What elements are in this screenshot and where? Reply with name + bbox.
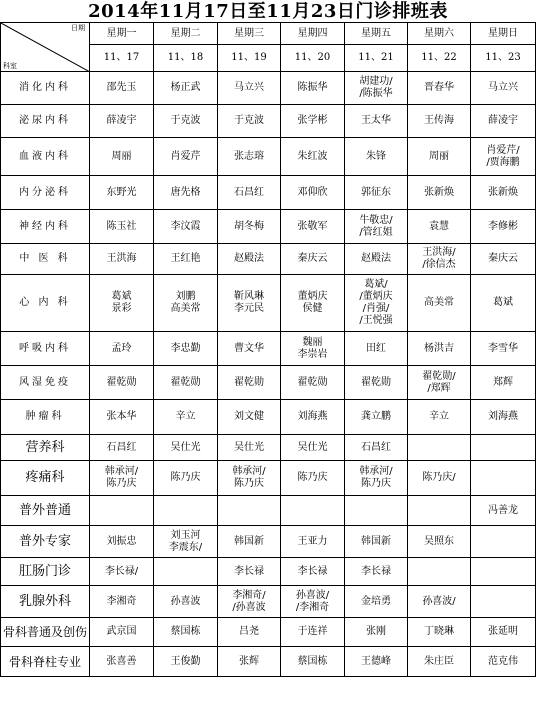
department-name: 风湿免疫 <box>1 366 90 400</box>
department-name: 泌尿内科 <box>1 105 90 138</box>
doctor-cell: 李长禄/ <box>90 558 154 586</box>
corner-dept-label: 科室 <box>3 62 17 70</box>
doctor-cell: 陈乃庆 <box>281 461 345 496</box>
table-row <box>1 586 536 618</box>
table-row <box>1 138 536 176</box>
table-row <box>1 435 536 461</box>
doctor-cell: 邓仰欣 <box>281 176 345 210</box>
doctor-cell: 金培勇 <box>345 586 408 618</box>
doctor-cell: 吴仕光 <box>281 435 345 461</box>
date-header: 11、23 <box>471 45 536 72</box>
doctor-cell: 田红 <box>345 332 408 366</box>
doctor-cell: 李雪华 <box>471 332 536 366</box>
department-name: 肿瘤科 <box>1 400 90 435</box>
doctor-cell: 李忠勤 <box>154 332 218 366</box>
doctor-cell: 石昌红 <box>218 176 281 210</box>
doctor-cell: 高美常 <box>408 275 471 332</box>
doctor-cell: 肖爱芹/ /贾海鹏 <box>471 138 536 176</box>
table-row <box>1 332 536 366</box>
doctor-cell <box>408 435 471 461</box>
doctor-cell: 杨正武 <box>154 72 218 105</box>
doctor-cell: 陈乃庆 <box>154 461 218 496</box>
table-row <box>1 72 536 105</box>
doctor-cell: 周丽 <box>90 138 154 176</box>
department-name: 神经内科 <box>1 210 90 244</box>
doctor-cell <box>154 496 218 526</box>
doctor-cell: 杨洪吉 <box>408 332 471 366</box>
doctor-cell: 于克波 <box>154 105 218 138</box>
doctor-cell: 张新焕 <box>408 176 471 210</box>
department-name: 血液内科 <box>1 138 90 176</box>
date-header: 11、17 <box>90 45 154 72</box>
doctor-cell: 李修彬 <box>471 210 536 244</box>
doctor-cell: 翟乾勋/ /郑辉 <box>408 366 471 400</box>
doctor-cell <box>408 496 471 526</box>
doctor-cell: 葛斌 <box>471 275 536 332</box>
doctor-cell: 张志瑢 <box>218 138 281 176</box>
doctor-cell: 刘文健 <box>218 400 281 435</box>
doctor-cell: 李长禄 <box>281 558 345 586</box>
doctor-cell: 翟乾勋 <box>345 366 408 400</box>
doctor-cell: 李汶霞 <box>154 210 218 244</box>
doctor-cell: 孙喜波/ /李湘奇 <box>281 586 345 618</box>
doctor-cell: 吕尧 <box>218 618 281 647</box>
doctor-cell: 张刚 <box>345 618 408 647</box>
doctor-cell: 翟乾勋 <box>218 366 281 400</box>
doctor-cell: 翟乾勋 <box>90 366 154 400</box>
table-row <box>1 366 536 400</box>
doctor-cell: 张敬军 <box>281 210 345 244</box>
day-header: 星期五 <box>345 23 408 45</box>
doctor-cell: 东野光 <box>90 176 154 210</box>
header-row-days <box>1 23 536 45</box>
doctor-cell: 吴仕光 <box>218 435 281 461</box>
doctor-cell: 王洪海/ /徐信杰 <box>408 244 471 275</box>
doctor-cell: 李湘奇/ /孙喜波 <box>218 586 281 618</box>
doctor-cell: 秦庆云 <box>471 244 536 275</box>
table-row <box>1 496 536 526</box>
doctor-cell: 孟玲 <box>90 332 154 366</box>
doctor-cell: 辛立 <box>408 400 471 435</box>
table-row <box>1 618 536 647</box>
doctor-cell <box>90 496 154 526</box>
department-name: 消化内科 <box>1 72 90 105</box>
department-name: 营养科 <box>1 435 90 461</box>
doctor-cell: 郭征东 <box>345 176 408 210</box>
doctor-cell: 李湘奇 <box>90 586 154 618</box>
department-name: 呼吸内科 <box>1 332 90 366</box>
table-row <box>1 461 536 496</box>
department-name: 普外专家 <box>1 526 90 558</box>
doctor-cell: 张学彬 <box>281 105 345 138</box>
doctor-cell <box>471 526 536 558</box>
doctor-cell <box>408 558 471 586</box>
doctor-cell: 刘鹏 高美常 <box>154 275 218 332</box>
doctor-cell <box>281 496 345 526</box>
doctor-cell: 韩国新 <box>218 526 281 558</box>
doctor-cell: 张辉 <box>218 647 281 677</box>
table-row <box>1 176 536 210</box>
table-row <box>1 105 536 138</box>
doctor-cell: 韩承河/ 陈乃庆 <box>218 461 281 496</box>
doctor-cell: 朱庄臣 <box>408 647 471 677</box>
doctor-cell: 魏丽 李崇岩 <box>281 332 345 366</box>
doctor-cell: 牛敬忠/ /管红姐 <box>345 210 408 244</box>
doctor-cell: 邵先玉 <box>90 72 154 105</box>
doctor-cell: 张喜善 <box>90 647 154 677</box>
date-header: 11、20 <box>281 45 345 72</box>
doctor-cell: 龚立鹏 <box>345 400 408 435</box>
doctor-cell: 朱锋 <box>345 138 408 176</box>
doctor-cell: 胡建功/ /陈振华 <box>345 72 408 105</box>
table-row <box>1 210 536 244</box>
doctor-cell: 晋春华 <box>408 72 471 105</box>
doctor-cell: 葛斌 景彩 <box>90 275 154 332</box>
table-row <box>1 647 536 677</box>
doctor-cell: 王德峰 <box>345 647 408 677</box>
doctor-cell: 冯善龙 <box>471 496 536 526</box>
doctor-cell: 秦庆云 <box>281 244 345 275</box>
doctor-cell: 范克伟 <box>471 647 536 677</box>
doctor-cell: 丁晓琳 <box>408 618 471 647</box>
doctor-cell: 孙喜波/ <box>408 586 471 618</box>
day-header: 星期日 <box>471 23 536 45</box>
doctor-cell: 吴照东 <box>408 526 471 558</box>
doctor-cell: 蔡国栋 <box>281 647 345 677</box>
department-name: 中 医 科 <box>1 244 90 275</box>
doctor-cell: 石昌红 <box>345 435 408 461</box>
day-header: 星期六 <box>408 23 471 45</box>
doctor-cell <box>471 435 536 461</box>
doctor-cell: 武京国 <box>90 618 154 647</box>
doctor-cell: 辛立 <box>154 400 218 435</box>
page-title: 2014年11月17日至11月23日门诊排班表 <box>88 1 448 22</box>
department-name: 心 内 科 <box>1 275 90 332</box>
doctor-cell: 刘海燕 <box>281 400 345 435</box>
doctor-cell: 翟乾勋 <box>154 366 218 400</box>
doctor-cell: 韩国新 <box>345 526 408 558</box>
doctor-cell: 周丽 <box>408 138 471 176</box>
doctor-cell: 朱红波 <box>281 138 345 176</box>
doctor-cell <box>345 496 408 526</box>
doctor-cell: 李长禄 <box>345 558 408 586</box>
doctor-cell: 董炳庆 侯健 <box>281 275 345 332</box>
doctor-cell: 翟乾勋 <box>281 366 345 400</box>
day-header: 星期四 <box>281 23 345 45</box>
doctor-cell: 韩承河/ 陈乃庆 <box>345 461 408 496</box>
doctor-cell: 陈乃庆/ <box>408 461 471 496</box>
doctor-cell: 于克波 <box>218 105 281 138</box>
table-row <box>1 400 536 435</box>
doctor-cell: 薛凌宇 <box>471 105 536 138</box>
doctor-cell: 王俊勤 <box>154 647 218 677</box>
doctor-cell: 王亚力 <box>281 526 345 558</box>
department-name: 肛肠门诊 <box>1 558 90 586</box>
doctor-cell: 赵殿法 <box>345 244 408 275</box>
department-name: 普外普通 <box>1 496 90 526</box>
doctor-cell: 刘振忠 <box>90 526 154 558</box>
table-row <box>1 275 536 332</box>
doctor-cell <box>154 558 218 586</box>
date-header: 11、19 <box>218 45 281 72</box>
department-name: 骨科脊柱专业 <box>1 647 90 677</box>
doctor-cell: 葛斌/ /董炳庆 /肖强/ /王悦强 <box>345 275 408 332</box>
date-header: 11、22 <box>408 45 471 72</box>
doctor-cell: 靳风琳 李元民 <box>218 275 281 332</box>
doctor-cell <box>471 586 536 618</box>
date-header: 11、21 <box>345 45 408 72</box>
doctor-cell: 于连祥 <box>281 618 345 647</box>
doctor-cell: 王太华 <box>345 105 408 138</box>
doctor-cell: 刘玉河 李震东/ <box>154 526 218 558</box>
doctor-cell: 陈玉社 <box>90 210 154 244</box>
day-header: 星期一 <box>90 23 154 45</box>
doctor-cell: 石昌红 <box>90 435 154 461</box>
corner-header <box>1 23 90 72</box>
department-name: 骨科普通及创伤 <box>1 618 90 647</box>
doctor-cell: 刘海燕 <box>471 400 536 435</box>
doctor-cell: 唐先格 <box>154 176 218 210</box>
doctor-cell <box>218 496 281 526</box>
doctor-cell: 薛凌宇 <box>90 105 154 138</box>
day-header: 星期三 <box>218 23 281 45</box>
doctor-cell: 张新焕 <box>471 176 536 210</box>
doctor-cell: 曹文华 <box>218 332 281 366</box>
doctor-cell: 肖爱芹 <box>154 138 218 176</box>
doctor-cell: 赵殿法 <box>218 244 281 275</box>
table-row <box>1 558 536 586</box>
doctor-cell: 孙喜波 <box>154 586 218 618</box>
doctor-cell: 王红艳 <box>154 244 218 275</box>
department-name: 内分泌科 <box>1 176 90 210</box>
doctor-cell: 郑辉 <box>471 366 536 400</box>
doctor-cell: 陈振华 <box>281 72 345 105</box>
doctor-cell: 王洪海 <box>90 244 154 275</box>
day-header: 星期二 <box>154 23 218 45</box>
doctor-cell: 韩承河/ 陈乃庆 <box>90 461 154 496</box>
doctor-cell: 李长禄 <box>218 558 281 586</box>
doctor-cell: 蔡国栋 <box>154 618 218 647</box>
schedule-table <box>0 22 536 677</box>
doctor-cell <box>471 461 536 496</box>
doctor-cell: 马立兴 <box>218 72 281 105</box>
department-name: 乳腺外科 <box>1 586 90 618</box>
doctor-cell: 吴仕光 <box>154 435 218 461</box>
doctor-cell: 张延明 <box>471 618 536 647</box>
doctor-cell <box>471 558 536 586</box>
doctor-cell: 马立兴 <box>471 72 536 105</box>
corner-date-label: 日期 <box>71 24 85 32</box>
doctor-cell: 张本华 <box>90 400 154 435</box>
table-row <box>1 244 536 275</box>
date-header: 11、18 <box>154 45 218 72</box>
doctor-cell: 王传海 <box>408 105 471 138</box>
department-name: 疼痛科 <box>1 461 90 496</box>
doctor-cell: 袁慧 <box>408 210 471 244</box>
doctor-cell: 胡冬梅 <box>218 210 281 244</box>
table-row <box>1 526 536 558</box>
